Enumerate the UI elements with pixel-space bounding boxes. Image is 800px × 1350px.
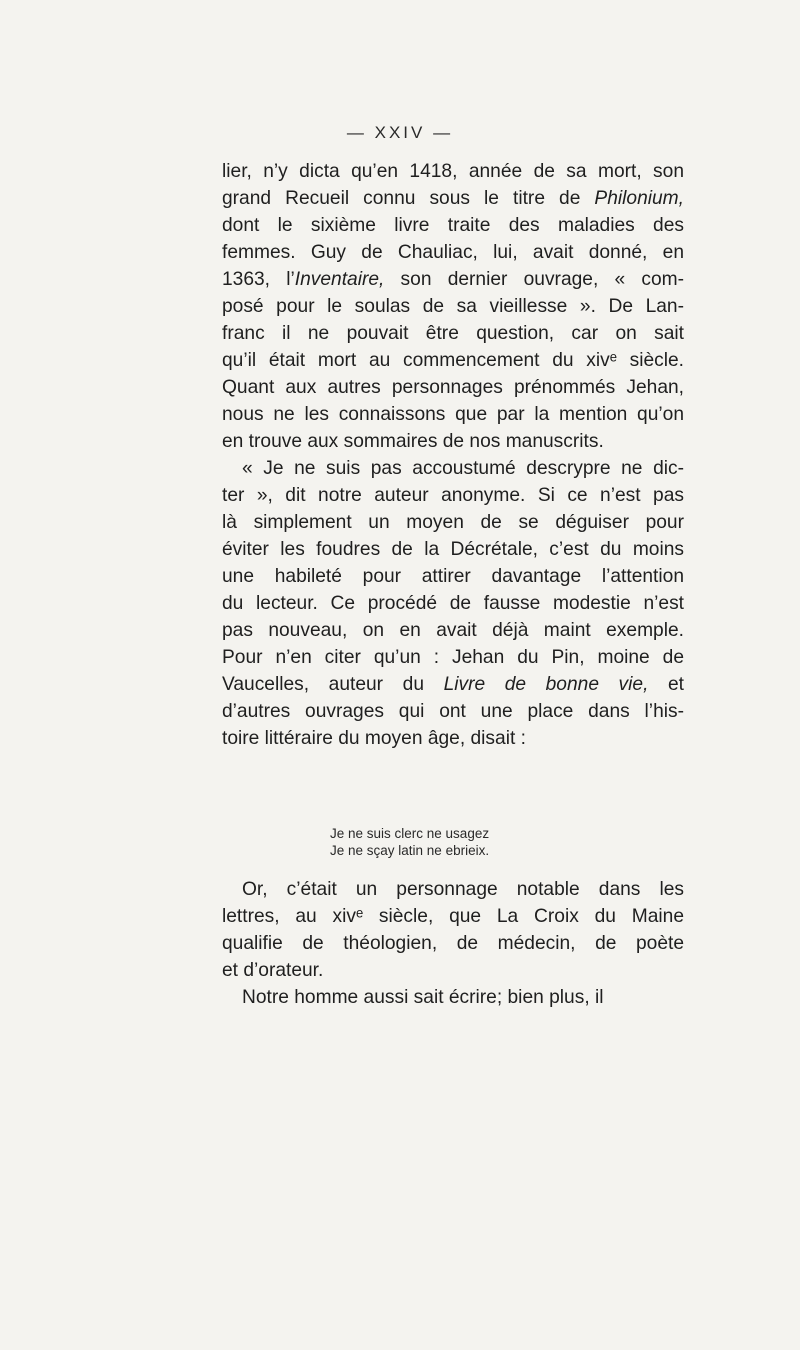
verse-line: Je ne suis clerc ne usagez (330, 826, 490, 841)
text-line: 1363, l’Inventaire, son dernier ouvrage, « com- (222, 269, 685, 290)
text-line: Quant aux autres personnages prénommés Jehan, (222, 377, 684, 398)
verse-line: Je ne sçay latin ne ebrieix. (330, 843, 490, 858)
text-line: Pour n’en citer qu’un : Jehan du Pin, moine de (222, 647, 684, 668)
text-line: éviter les foudres de la Décrétale, c’est du moins (222, 539, 684, 560)
page-number: — XXIV — (346, 123, 454, 142)
italic-title: Livre de bonne vie, (443, 674, 649, 695)
text-line: ter », dit notre auteur anonyme. Si ce n’est pas (222, 485, 684, 506)
text-line: qualifie de théologien, de médecin, de poète (222, 933, 684, 954)
italic-title: Inventaire, (294, 269, 385, 290)
text-line: Notre homme aussi sait écrire; bien plus, il (242, 987, 604, 1008)
text-line: franc il ne pouvait être question, car on sait (222, 323, 684, 344)
text-line: dont le sixième livre traite des maladies des (222, 215, 684, 236)
text-line: grand Recueil connu sous le titre de Philonium, (222, 188, 684, 209)
text-line: là simplement un moyen de se déguiser pour (222, 512, 684, 533)
italic-title: Philonium, (594, 188, 684, 209)
text-line: nous ne les connaissons que par la mention qu’on (222, 404, 684, 425)
text-line: « Je ne suis pas accoustumé descrypre ne dic- (242, 458, 684, 479)
text-line: toire littéraire du moyen âge, disait : (222, 728, 526, 749)
text-line: posé pour le soulas de sa vieillesse ». De Lan- (222, 296, 684, 317)
text-line: Or, c’était un personnage notable dans les (242, 879, 684, 900)
text-line: d’autres ouvrages qui ont une place dans l’his- (222, 701, 684, 722)
text-line: en trouve aux sommaires de nos manuscrits. (222, 431, 604, 452)
text-line: qu’il était mort au commencement du xivᵉ siècle. (222, 350, 684, 371)
paragraph-3 (222, 876, 684, 1011)
paragraph-1 (222, 158, 684, 752)
text-line: et d’orateur. (222, 960, 324, 981)
text-line: pas nouveau, on en avait déjà maint exemple. (222, 620, 684, 641)
text-line: une habileté pour attirer davantage l’attention (222, 566, 684, 587)
text-line: lettres, au xivᵉ siècle, que La Croix du Maine (222, 906, 684, 927)
text-line: femmes. Guy de Chauliac, lui, avait donné, en (222, 242, 684, 263)
text-line: Vaucelles, auteur du Livre de bonne vie, et (222, 674, 684, 695)
text-line: lier, n’y dicta qu’en 1418, année de sa mort, son (222, 161, 684, 182)
verse-quote (330, 825, 630, 859)
text-line: du lecteur. Ce procédé de fausse modestie n’est (222, 593, 684, 614)
